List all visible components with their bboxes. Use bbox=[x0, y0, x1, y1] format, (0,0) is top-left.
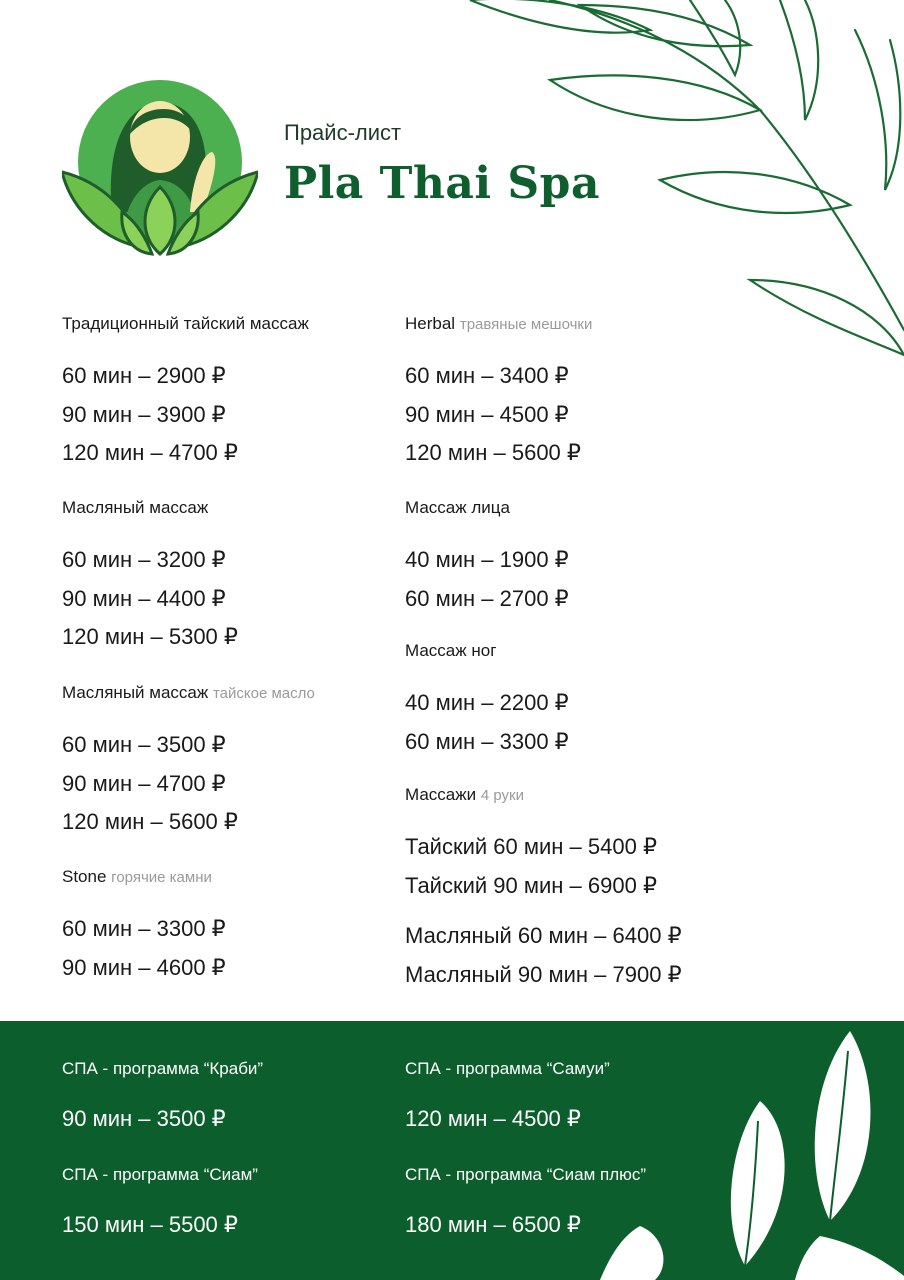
price-list bbox=[62, 541, 238, 657]
section-title bbox=[62, 866, 226, 888]
price-item: 90 мин – 4600 ₽ bbox=[62, 954, 226, 980]
section-note: травяные мешочки bbox=[459, 316, 593, 333]
program-siam-plus bbox=[405, 1164, 646, 1245]
price-item: 60 мин – 3300 ₽ bbox=[62, 916, 226, 941]
price-item: 40 мин – 2200 ₽ bbox=[405, 690, 569, 715]
price-list bbox=[62, 357, 309, 473]
program-siam bbox=[62, 1164, 258, 1245]
section-title bbox=[62, 497, 238, 519]
section-four-hands bbox=[405, 784, 682, 994]
header-subtitle: Прайс-лист bbox=[284, 120, 402, 145]
section-oil-massage bbox=[62, 497, 238, 657]
price-item: 120 мин – 5600 ₽ bbox=[405, 440, 581, 465]
program-title: СПА - программа “Сиам” bbox=[62, 1165, 258, 1184]
section-title-text: Масляный массаж bbox=[62, 683, 209, 702]
price-item: 90 мин – 4500 ₽ bbox=[405, 401, 569, 427]
price-item: 180 мин – 6500 ₽ bbox=[405, 1212, 581, 1237]
price-item: 90 мин – 3500 ₽ bbox=[62, 1106, 226, 1131]
logo-icon bbox=[62, 62, 258, 258]
price-list bbox=[405, 541, 569, 618]
section-note: тайское масло bbox=[212, 685, 315, 702]
section-note: горячие камни bbox=[111, 869, 212, 886]
section-title-text: Массаж ног bbox=[405, 641, 497, 660]
price-item: Тайский 60 мин – 5400 ₽ bbox=[405, 834, 657, 859]
price-list bbox=[62, 1206, 258, 1245]
price-list bbox=[405, 684, 569, 761]
section-oil-massage-thai-oil bbox=[62, 682, 315, 842]
price-list bbox=[62, 726, 315, 842]
section-title bbox=[405, 784, 682, 806]
section-thai-massage bbox=[62, 313, 309, 473]
brand-title: Pla Thai Spa bbox=[284, 158, 600, 209]
price-item: 120 мин – 5300 ₽ bbox=[62, 624, 238, 649]
program-krabi bbox=[62, 1058, 263, 1139]
section-title-text: Stone bbox=[62, 867, 107, 886]
price-item: 120 мин – 4700 ₽ bbox=[62, 440, 238, 465]
section-title bbox=[405, 640, 569, 662]
price-item: 150 мин – 5500 ₽ bbox=[62, 1212, 238, 1237]
price-list bbox=[62, 910, 226, 987]
section-stone bbox=[62, 866, 226, 987]
price-item: 40 мин – 1900 ₽ bbox=[405, 547, 569, 572]
price-item: 90 мин – 4400 ₽ bbox=[62, 585, 226, 611]
section-title-text: Массажи bbox=[405, 785, 477, 804]
price-list bbox=[405, 1100, 610, 1139]
price-item: 90 мин – 3900 ₽ bbox=[62, 401, 226, 427]
price-item: 60 мин – 2700 ₽ bbox=[405, 585, 569, 611]
price-list bbox=[62, 1100, 263, 1139]
spa-programs-footer bbox=[0, 1021, 904, 1280]
section-title bbox=[62, 682, 315, 704]
section-title-text: Традиционный тайский массаж bbox=[62, 314, 309, 333]
section-title bbox=[62, 313, 309, 335]
price-item: 120 мин – 5600 ₽ bbox=[62, 809, 238, 834]
price-list bbox=[405, 828, 682, 994]
price-item: 120 мин – 4500 ₽ bbox=[405, 1106, 581, 1131]
price-list bbox=[405, 1206, 646, 1245]
price-item: Масляный 90 мин – 7900 ₽ bbox=[405, 961, 682, 987]
program-title: СПА - программа “Сиам плюс” bbox=[405, 1165, 647, 1184]
section-title bbox=[405, 313, 592, 335]
section-title-text: Масляный массаж bbox=[62, 498, 209, 517]
price-item: Тайский 90 мин – 6900 ₽ bbox=[405, 872, 657, 898]
program-samui bbox=[405, 1058, 610, 1139]
section-herbal bbox=[405, 313, 592, 473]
program-title: СПА - программа “Самуи” bbox=[405, 1059, 610, 1078]
section-foot-massage bbox=[405, 640, 569, 761]
program-title: СПА - программа “Краби” bbox=[62, 1059, 264, 1078]
section-title bbox=[405, 497, 569, 519]
section-face-massage bbox=[405, 497, 569, 618]
price-item: 60 мин – 3500 ₽ bbox=[62, 732, 226, 757]
price-item: 60 мин – 3400 ₽ bbox=[405, 363, 569, 388]
section-note: 4 руки bbox=[480, 787, 524, 804]
section-title-text: Herbal bbox=[405, 314, 456, 333]
section-title-text: Массаж лица bbox=[405, 498, 510, 517]
price-item: Масляный 60 мин – 6400 ₽ bbox=[405, 923, 682, 948]
price-item: 60 мин – 3200 ₽ bbox=[62, 547, 226, 572]
price-list bbox=[405, 357, 592, 473]
price-item: 60 мин – 3300 ₽ bbox=[405, 728, 569, 754]
price-group-gap bbox=[405, 905, 682, 917]
price-item: 90 мин – 4700 ₽ bbox=[62, 770, 226, 796]
price-item: 60 мин – 2900 ₽ bbox=[62, 363, 226, 388]
